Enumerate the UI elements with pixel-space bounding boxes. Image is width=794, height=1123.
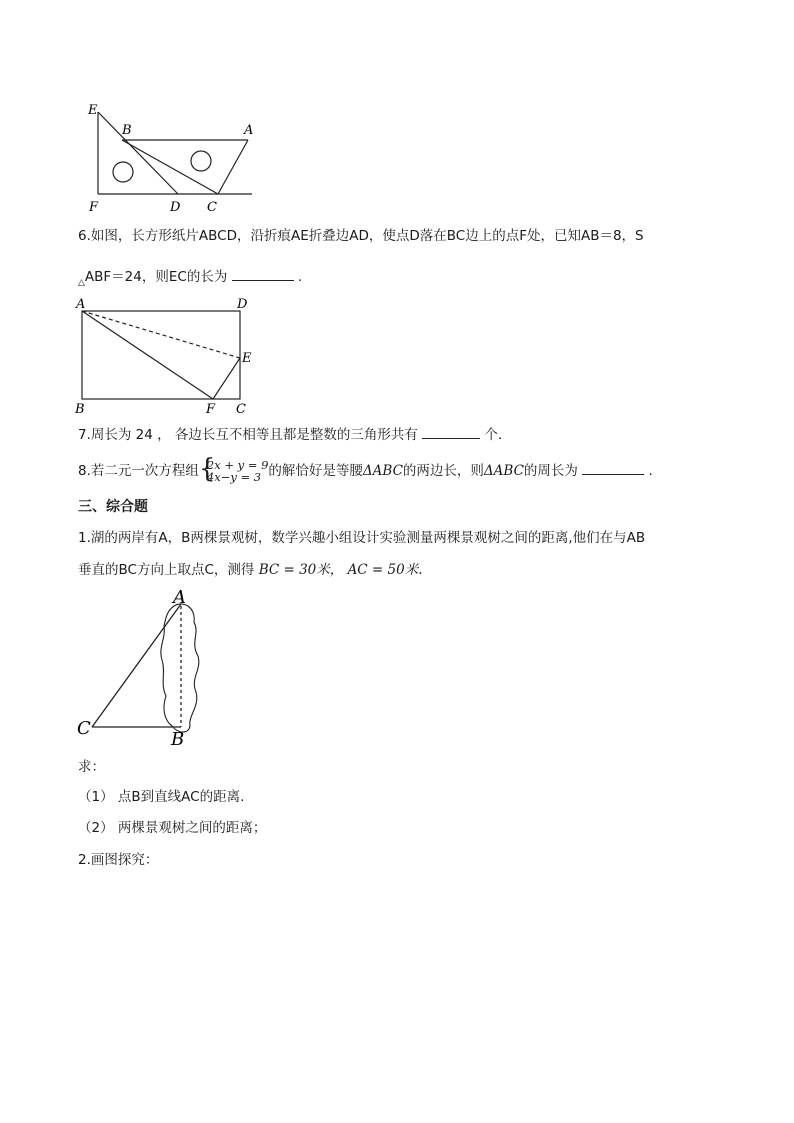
segment-ed bbox=[98, 112, 178, 194]
q8-text-c: 的两边长，则 bbox=[402, 463, 484, 479]
q8-text-e: . bbox=[648, 463, 653, 479]
q8-eq2: 4x−y = 3 bbox=[206, 470, 262, 484]
q6-triangle-sub: △ bbox=[78, 278, 85, 288]
q7-answer-blank[interactable] bbox=[422, 424, 480, 439]
sub-question-1: （1） 点B到直线AC的距离. bbox=[78, 789, 245, 805]
label-a: A bbox=[173, 587, 186, 608]
p1-line2-a: 垂直的BC方向上取点C，测得 bbox=[78, 562, 255, 578]
q6-answer-blank[interactable] bbox=[232, 266, 294, 281]
circle-left bbox=[113, 162, 133, 182]
figure-2-diagram bbox=[72, 294, 262, 418]
label-c: C bbox=[77, 718, 91, 739]
label-c: C bbox=[207, 200, 217, 215]
q7-text-b: 个． bbox=[484, 427, 512, 443]
label-d: D bbox=[170, 200, 181, 215]
label-f: F bbox=[89, 200, 99, 215]
label-d: D bbox=[237, 297, 248, 312]
q8-tri1: ΔABC bbox=[362, 463, 403, 479]
q8-text-b: 的解恰好是等腰 bbox=[268, 463, 363, 479]
q6-line2-end: . bbox=[297, 269, 303, 285]
q7-text-a: 7.周长为 24 ， 各边长互不相等且都是整数的三角形共有 bbox=[78, 427, 418, 443]
figure-3-diagram bbox=[70, 586, 220, 750]
label-e: E bbox=[242, 351, 252, 366]
figure-1-diagram bbox=[80, 98, 260, 216]
label-c: C bbox=[236, 402, 246, 417]
segment-fe bbox=[213, 358, 240, 399]
q8-line bbox=[78, 454, 653, 484]
q8-eq1: 2x + y = 9 bbox=[206, 458, 269, 472]
segment-af bbox=[82, 311, 213, 399]
label-f: F bbox=[206, 402, 216, 417]
q8-brace: { bbox=[198, 454, 216, 484]
ask-label: 求： bbox=[78, 759, 105, 775]
q6-line1: 6.如图，长方形纸片ABCD，沿折痕AE折叠边AD，使点D落在BC边上的点F处，已知AB＝8，S bbox=[78, 228, 644, 244]
q6-line2-text: ABF＝24，则EC的长为 bbox=[84, 269, 228, 285]
q6-line2 bbox=[78, 266, 302, 293]
label-b: B bbox=[75, 402, 85, 417]
q8-text-a: 8.若二元一次方程组 bbox=[78, 463, 199, 479]
section-3-heading: 三、综合题 bbox=[78, 499, 148, 515]
label-b: B bbox=[122, 123, 132, 138]
p1-line1: 1.湖的两岸有A，B两棵景观树，数学兴趣小组设计实验测量两棵景观树之间的距离,他们在与AB bbox=[78, 530, 646, 546]
q8-text-d: 的周长为 bbox=[523, 463, 578, 479]
label-a: A bbox=[244, 123, 254, 138]
p1-ac: AC = 50米. bbox=[347, 562, 423, 578]
sub-question-2: （2） 两棵景观树之间的距离； bbox=[78, 820, 267, 836]
segment-ae-dashed bbox=[82, 311, 240, 358]
label-a: A bbox=[76, 297, 86, 312]
q8-tri2: ΔABC bbox=[483, 463, 524, 479]
rectangle-abcd bbox=[82, 311, 240, 399]
circle-right bbox=[191, 151, 211, 171]
q8-answer-blank[interactable] bbox=[582, 460, 644, 475]
problem-2: 2.画图探究： bbox=[78, 852, 159, 868]
p1-bc: BC = 30米， bbox=[258, 562, 344, 578]
label-e: E bbox=[88, 103, 98, 118]
label-b: B bbox=[171, 729, 185, 750]
q7-line bbox=[78, 424, 512, 445]
q8-equation-system bbox=[198, 454, 269, 484]
segment-ac bbox=[218, 140, 248, 194]
p1-line2 bbox=[78, 560, 423, 580]
